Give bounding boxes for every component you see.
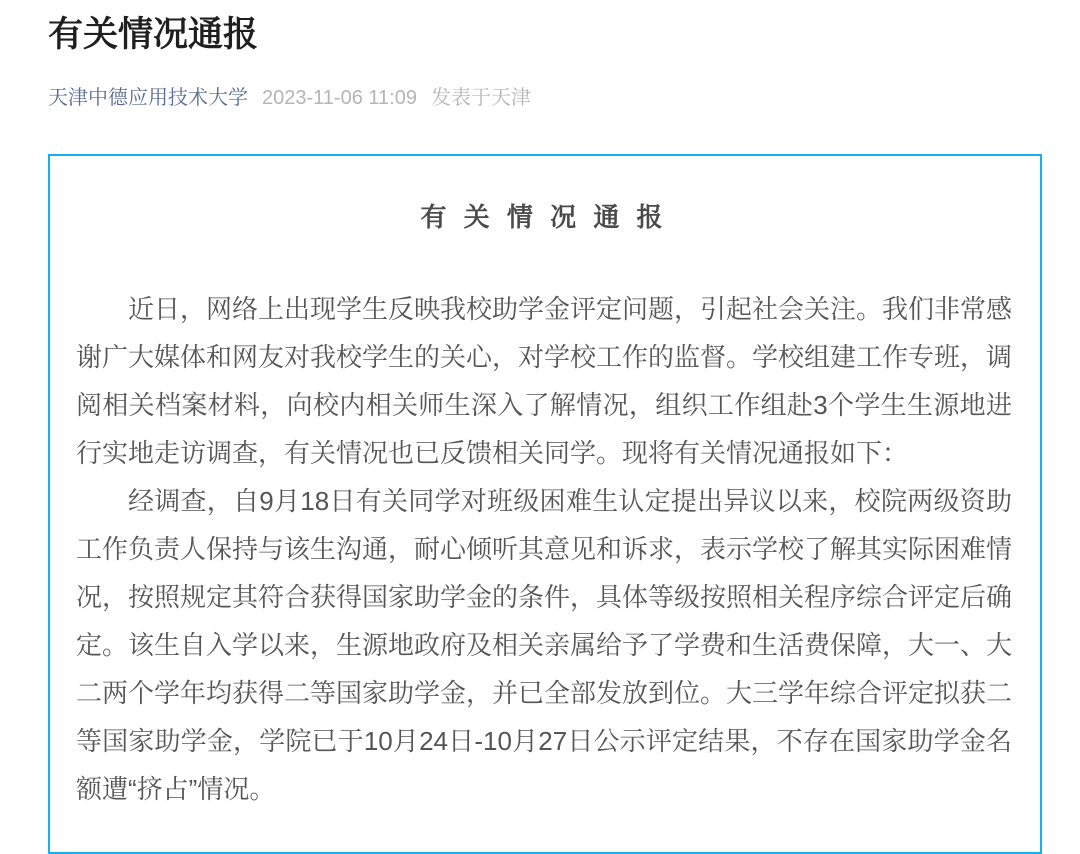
article-meta <box>48 86 1080 110</box>
publish-datetime: 2023-11-06 11:09 <box>262 87 417 109</box>
publish-location: 发表于天津 <box>430 87 531 109</box>
notice-paragraph-1: 近日，网络上出现学生反映我校助学金评定问题，引起社会关注。我们非常感谢广大媒体和网友对我校学生的关心，对学校工作的监督。学校组建工作专班，调阅相关档案材料，向校内相关师生深入了解情况，组织工作组赴3个学生生源地进行实地走访调查，有关情况也已反馈相关同学。现将有关情况通报如下： <box>76 294 1013 469</box>
notice-paragraph-2: 经调查，自9月18日有关同学对班级困难生认定提出异议以来，校院两级资助工作负责人保持与该生沟通，耐心倾听其意见和诉求，表示学校了解其实际困难情况，按照规定其符合获得国家助学金的条件，具体等级按照相关程序综合评定后确定。该生自入学以来，生源地政府及相关亲属给予了学费和生活费保障，大一、大二两个学年均获得二等国家助学金，并已全部发放到位。大三学年综合评定拟获二等国家助学金，学院已于10月24日-10月27日公示评定结果，不存在国家助学金名额遭“挤占”情况。 <box>76 486 1013 805</box>
account-link[interactable]: 天津中德应用技术大学 <box>48 87 248 109</box>
notice-title: 有 关 情 况 通 报 <box>420 202 668 232</box>
notice-box <box>48 154 1042 854</box>
page-title: 有关情况通报 <box>48 15 259 54</box>
